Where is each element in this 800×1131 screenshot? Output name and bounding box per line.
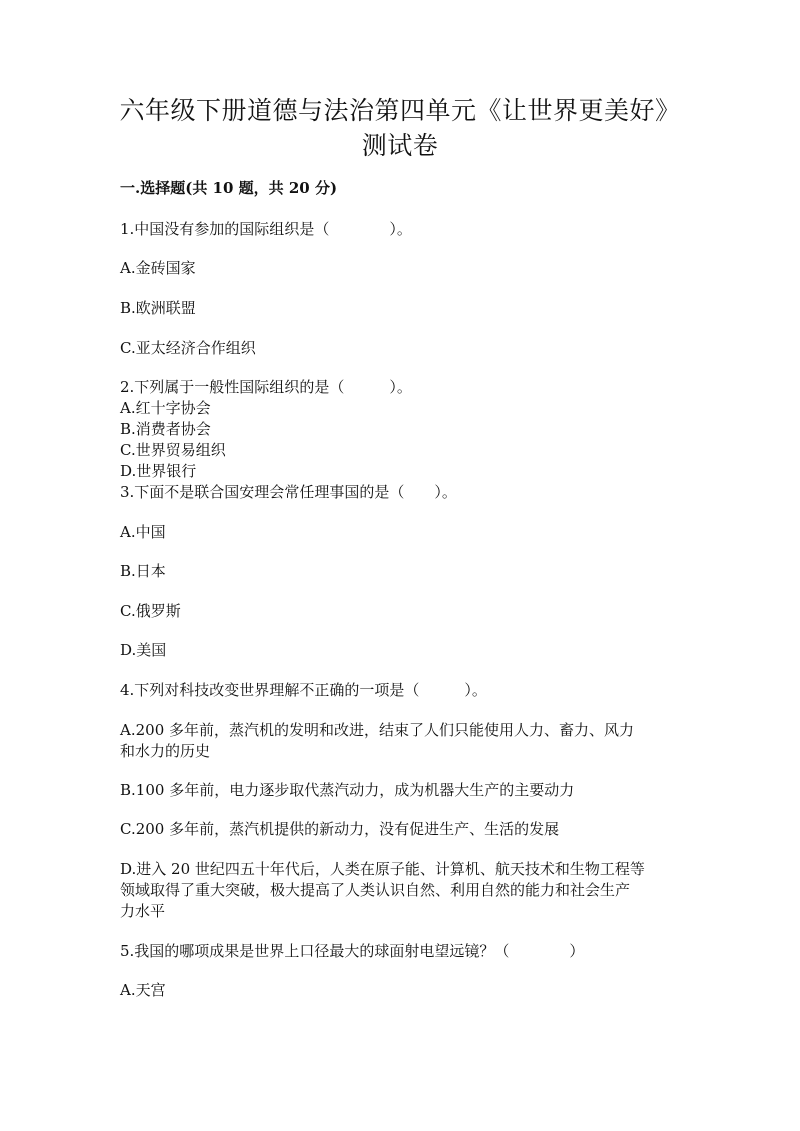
question-3-option-c: C.俄罗斯 [120,602,181,620]
page-title: 六年级下册道德与法治第四单元《让世界更美好》 [119,96,681,125]
question-3-stem: 3.下面不是联合国安理会常任理事国的是（ ）。 [120,483,457,501]
question-3-option-a: A.中国 [120,523,166,541]
page-subtitle: 测试卷 [361,131,439,160]
question-4-option-d-line3: 力水平 [120,902,166,920]
question-4-option-b: B.100 多年前，电力逐步取代蒸汽动力，成为机器大生产的主要动力 [120,781,575,799]
question-4-option-a-line2: 和水力的历史 [120,742,211,760]
question-1-stem: 1.中国没有参加的国际组织是（ ）。 [120,220,412,238]
question-1-option-c: C.亚太经济合作组织 [120,339,256,357]
question-4-option-c: C.200 多年前，蒸汽机提供的新动力，没有促进生产、生活的发展 [120,820,560,838]
question-1-option-a: A.金砖国家 [120,259,196,277]
question-2-stem: 2.下列属于一般性国际组织的是（ ）。 [120,378,412,396]
question-2-option-d: D.世界银行 [120,462,197,480]
question-2-option-c: C.世界贸易组织 [120,441,226,459]
question-3-option-b: B.日本 [120,562,166,580]
question-2-option-a: A.红十字协会 [120,399,211,417]
question-5-option-a: A.天宫 [120,981,166,999]
question-1-option-b: B.欧洲联盟 [120,299,196,317]
question-4-option-a-line1: A.200 多年前，蒸汽机的发明和改进，结束了人们只能使用人力、畜力、风力 [120,721,635,739]
question-3-option-d: D.美国 [120,641,167,659]
question-4-option-d-line1: D.进入 20 世纪四五十年代后，人类在原子能、计算机、航天技术和生物工程等 [120,860,645,878]
section-heading: 一.选择题(共 10 题，共 20 分) [120,179,338,197]
question-5-stem: 5.我国的哪项成果是世界上口径最大的球面射电望远镜？（ ） [120,942,585,960]
question-4-option-d-line2: 领域取得了重大突破，极大提高了人类认识自然、利用自然的能力和社会生产 [120,881,631,899]
question-2-option-b: B.消费者协会 [120,420,211,438]
question-4-stem: 4.下列对科技改变世界理解不正确的一项是（ ）。 [120,681,487,699]
